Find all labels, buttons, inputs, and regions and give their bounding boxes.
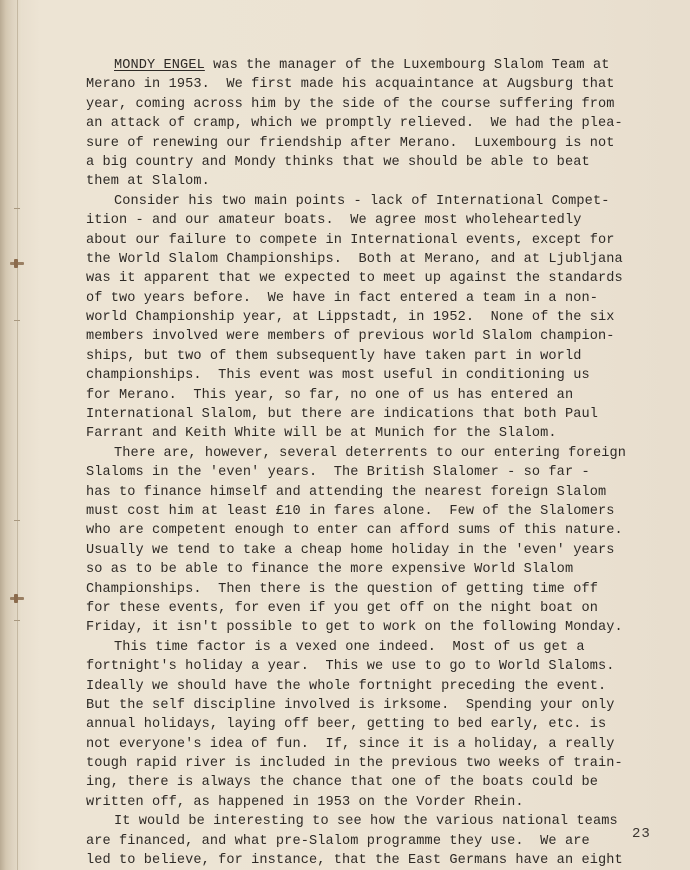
margin-mark — [14, 320, 20, 321]
text-line: year, coming across him by the side of the course suffering from — [86, 96, 615, 112]
text-line: sure of renewing our friendship after Merano. Luxembourg is not — [86, 135, 615, 151]
text-line: It would be interesting to see how the various national teams — [114, 814, 618, 830]
margin-mark — [14, 208, 20, 209]
text-line: the World Slalom Championships. Both at Merano, and at Ljubljana — [86, 251, 623, 267]
margin-mark — [14, 520, 20, 521]
text-line: for these events, for even if you get off on the night boat on — [86, 600, 598, 616]
page-binding — [0, 0, 22, 870]
staple-bottom — [10, 597, 24, 600]
text-line: written off, as happened in 1953 on the Vorder Rhein. — [86, 794, 524, 810]
text-line: must cost him at least £10 in fares alone. Few of the Slalomers — [86, 503, 615, 519]
text-line: are financed, and what pre-Slalom programme they use. We are — [86, 833, 590, 849]
underlined-name: MONDY ENGEL — [114, 58, 205, 73]
text-line: Championships. Then there is the question of getting time off — [86, 581, 598, 597]
text-line: who are competent enough to enter can afford sums of this nature. — [86, 523, 623, 539]
text-line: Farrant and Keith White will be at Munich for the Slalom. — [86, 426, 557, 442]
text-line: was it apparent that we expected to meet up against the standards — [86, 271, 623, 287]
text-line: This time factor is a vexed one indeed. Most of us get a — [114, 639, 585, 655]
binding-crease — [17, 0, 18, 870]
text-line: Merano in 1953. We first made his acquaintance at Augsburg that — [86, 77, 615, 93]
text-line: has to finance himself and attending the nearest foreign Slalom — [86, 484, 607, 500]
text-line — [86, 56, 676, 75]
page-number: 23 — [632, 826, 651, 842]
text-line: ships, but two of them subsequently have taken part in world — [86, 348, 582, 364]
text-line: about our failure to compete in International events, except for — [86, 232, 615, 248]
staple-top — [10, 262, 24, 265]
text-line: a big country and Mondy thinks that we should be able to beat — [86, 154, 590, 170]
text-line: tough rapid river is included in the previous two weeks of train- — [86, 756, 623, 772]
text-line: an attack of cramp, which we promptly relieved. We had the plea- — [86, 116, 623, 132]
text-line: annual holidays, laying off beer, getting to bed early, etc. is — [86, 717, 607, 733]
typed-text-body — [86, 56, 676, 870]
text-line: championships. This event was most useful in conditioning us — [86, 368, 590, 384]
text-line: But the self discipline involved is irksome. Spending your only — [86, 697, 615, 713]
text-line: world Championship year, at Lippstadt, in 1952. None of the six — [86, 310, 615, 326]
margin-mark — [14, 620, 20, 621]
text-line: not everyone's idea of fun. If, since it is a holiday, a really — [86, 736, 615, 752]
text-line: of two years before. We have in fact entered a team in a non- — [86, 290, 598, 306]
text-line: There are, however, several deterrents to our entering foreign — [114, 445, 626, 461]
text-line: Ideally we should have the whole fortnight preceding the event. — [86, 678, 607, 694]
text-line: International Slalom, but there are indications that both Paul — [86, 407, 598, 423]
text-line: led to believe, for instance, that the East Germans have an eight — [86, 853, 623, 869]
text-line: so as to be able to finance the more expensive World Slalom — [86, 562, 574, 578]
text-line: fortnight's holiday a year. This we use to go to World Slaloms. — [86, 659, 615, 675]
text-line: Friday, it isn't possible to get to work on the following Monday. — [86, 620, 623, 636]
text-line: for Merano. This year, so far, no one of us has entered an — [86, 387, 574, 403]
text-line: them at Slalom. — [86, 174, 210, 190]
text-line: Consider his two main points - lack of International Compet- — [114, 193, 610, 209]
text-line: ing, there is always the chance that one of the boats could be — [86, 775, 598, 791]
text-line: Slaloms in the 'even' years. The British Slalomer - so far - — [86, 465, 590, 481]
text-line: ition - and our amateur boats. We agree most wholeheartedly — [86, 213, 582, 229]
text-line: Usually we tend to take a cheap home holiday in the 'even' years — [86, 542, 615, 558]
text-run: was the manager of the Luxembourg Slalom Team at — [204, 58, 610, 73]
text-line: members involved were members of previous world Slalom champion- — [86, 329, 615, 345]
